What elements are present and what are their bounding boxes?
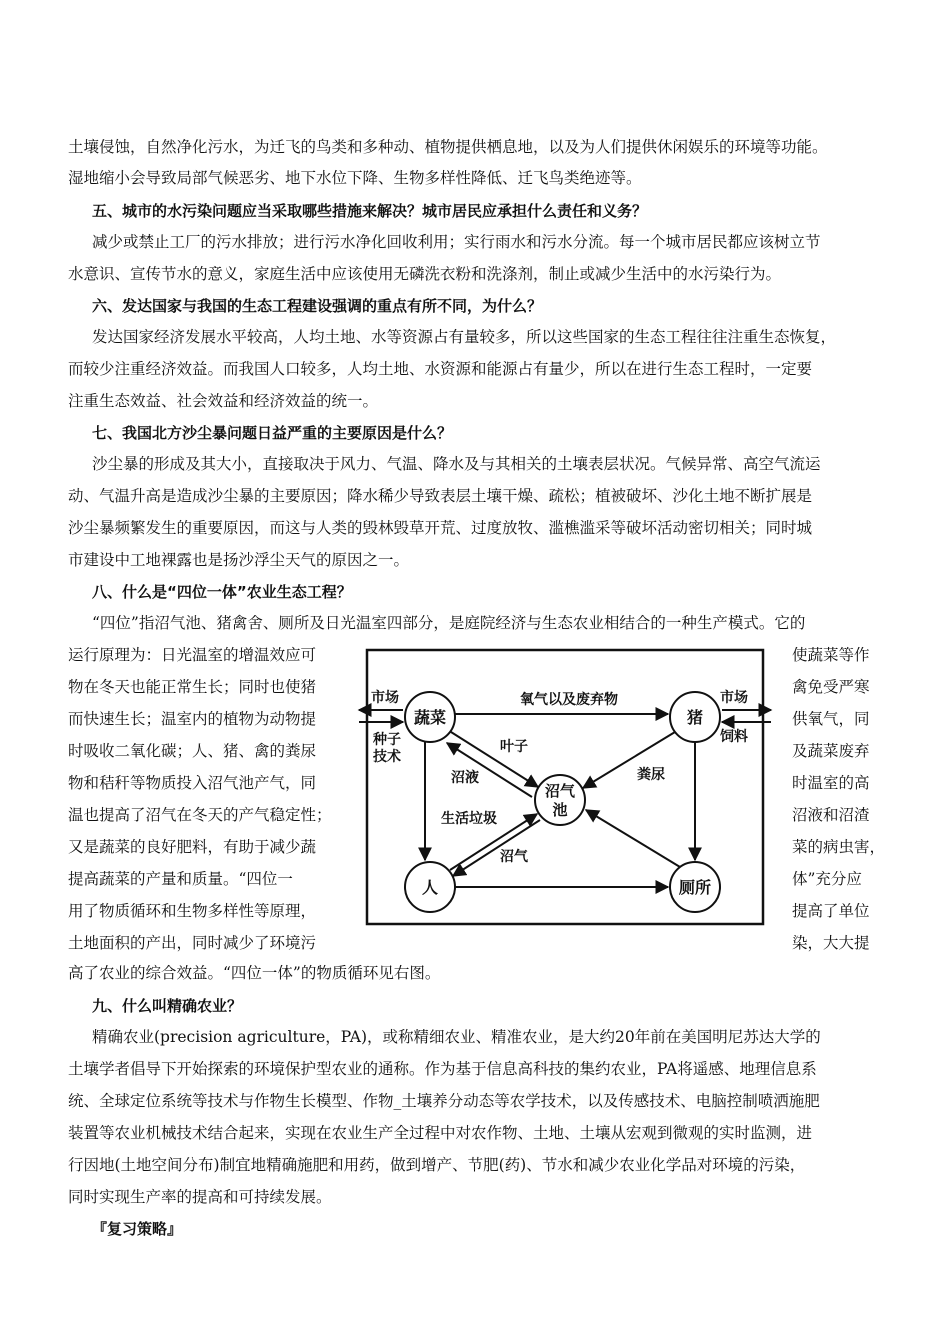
wrap-line-right: 供氧气，同 xyxy=(792,710,870,728)
paragraph-line: 高了农业的综合效益。“四位一体”的物质循环见右图。 xyxy=(68,964,441,982)
paragraph-line: 土壤学者倡导下开始探索的环境保护型农业的通称。作为基于信息高科技的集约农业，PA将遥感、地理信息系 xyxy=(68,1060,817,1078)
wrap-line-right: 及蔬菜废弃 xyxy=(792,742,870,760)
wrap-line-right: 提高了单位 xyxy=(792,902,870,920)
four-in-one-cycle-diagram xyxy=(355,642,775,932)
manure-label: 粪尿 xyxy=(637,767,665,783)
paragraph-line: 湿地缩小会导致局部气候恶劣、地下水位下降、生物多样性降低、迁飞鸟类绝迹等。 xyxy=(68,169,642,187)
paragraph-line: 装置等农业机械技术结合起来，实现在农业生产全过程中对农作物、土地、土壤从宏观到微观的实时监测，进 xyxy=(68,1124,813,1142)
wrap-line-right: 禽免受严寒 xyxy=(792,678,870,696)
toilet-label: 厕所 xyxy=(678,878,712,897)
arrow-toilet-to-biogas xyxy=(586,810,680,867)
question-7-heading: 七、我国北方沙尘暴问题日益严重的主要原因是什么？ xyxy=(92,424,453,442)
wrap-line-left: 温也提高了沼气在冬天的产气稳定性； xyxy=(68,806,332,824)
wrap-line-left: 运行原理为：日光温室的增温效应可 xyxy=(68,646,317,664)
wrap-line-left: 又是蔬菜的良好肥料，有助于减少蔬 xyxy=(68,838,317,856)
wrap-line-left: 物和秸秆等物质投入沼气池产气，同 xyxy=(68,774,317,792)
question-9-heading: 九、什么叫精确农业？ xyxy=(92,997,243,1015)
paragraph-line: 市建设中工地裸露也是扬沙浮尘天气的原因之一。 xyxy=(68,551,410,569)
wrap-line-left: 土地面积的产出，同时减少了环境污 xyxy=(68,934,317,952)
market-right-label: 市场 xyxy=(720,690,748,706)
paragraph-line: 水意识、宣传节水的意义，家庭生活中应该使用无磷洗衣粉和洗涤剂，制止或减少生活中的水污染行为。 xyxy=(68,265,782,283)
question-6-heading: 六、发达国家与我国的生态工程建设强调的重点有所不同，为什么？ xyxy=(92,297,543,315)
wrap-line-left: 用了物质循环和生物多样性等原理， xyxy=(68,902,317,920)
oxygen-label: 氧气以及废弃物 xyxy=(520,692,618,708)
wrap-line-right: 菜的病虫害， xyxy=(792,838,886,856)
wrap-line-right: 体”充分应 xyxy=(792,870,862,888)
paragraph-line: 沙尘暴的形成及其大小，直接取决于风力、气温、降水及与其相关的土壤表层状况。气候异常、高空气流运 xyxy=(92,455,821,473)
wrap-line-right: 使蔬菜等作 xyxy=(792,646,870,664)
paragraph-line: 而较少注重经济效益。而我国人口较多，人均土地、水资源和能源占有量少，所以在进行生态工程时，一定要 xyxy=(68,360,813,378)
question-5-heading: 五、城市的水污染问题应当采取哪些措施来解决？城市居民应承担什么责任和义务？ xyxy=(92,202,648,220)
wrap-line-left: 物在冬天也能正常生长；同时也使猪 xyxy=(68,678,317,696)
vegetable-label: 蔬菜 xyxy=(413,708,447,727)
slurry-label: 沼液 xyxy=(451,770,479,786)
biogas-label-1: 沼气 xyxy=(544,782,576,800)
paragraph-line: 沙尘暴频繁发生的重要原因，而这与人类的毁林毁草开荒、过度放牧、滥樵滥采等破坏活动密切相关；同时城 xyxy=(68,519,813,537)
wrap-line-right: 沼液和沼渣 xyxy=(792,806,870,824)
feed-label: 饲料 xyxy=(720,729,748,745)
pig-label: 猪 xyxy=(686,708,704,727)
wrap-line-left: 时吸收二氧化碳；人、猪、禽的粪尿 xyxy=(68,742,317,760)
wrap-line-left: 而快速生长；温室内的植物为动物提 xyxy=(68,710,317,728)
review-strategy-heading: 『复习策略』 xyxy=(92,1220,183,1238)
person-label: 人 xyxy=(421,878,439,897)
wrap-line-right: 时温室的高 xyxy=(792,774,870,792)
market-left-label: 市场 xyxy=(371,690,399,706)
arrow-biogas-to-person xyxy=(453,820,540,876)
paragraph-line: 统、全球定位系统等技术与作物生长模型、作物_土壤养分动态等农学技术，以及传感技术、电脑控制喷洒施肥 xyxy=(68,1092,820,1110)
paragraph-line: 同时实现生产率的提高和可持续发展。 xyxy=(68,1188,332,1206)
seed-label-2: 技术 xyxy=(373,749,401,765)
paragraph-line: 注重生态效益、社会效益和经济效益的统一。 xyxy=(68,392,379,410)
wrap-line-left: 提高蔬菜的产量和质量。“四位一 xyxy=(68,870,293,888)
paragraph-line: 动、气温升高是造成沙尘暴的主要原因；降水稀少导致表层土壤干燥、疏松；植被破坏、沙化土地不断扩展是 xyxy=(68,487,813,505)
biogas-label-2: 池 xyxy=(552,801,568,819)
paragraph-line: 减少或禁止工厂的污水排放；进行污水净化回收利用；实行雨水和污水分流。每一个城市居民都应该树立节 xyxy=(92,233,821,251)
seed-label-1: 种子 xyxy=(373,732,401,748)
paragraph-line: 精确农业(precision agriculture，PA)，或称精细农业、精准农业，是大约20年前在美国明尼苏达大学的 xyxy=(92,1028,821,1046)
paragraph-line: 发达国家经济发展水平较高，人均土地、水等资源占有量较多，所以这些国家的生态工程往往注重生态恢复， xyxy=(92,328,837,346)
wrap-line-right: 染，大大提 xyxy=(792,934,870,952)
paragraph-line: 土壤侵蚀，自然净化污水，为迁飞的鸟类和多种动、植物提供栖息地，以及为人们提供休闲娱乐的环境等功能。 xyxy=(68,138,828,156)
leaves-label: 叶子 xyxy=(500,739,528,755)
gas-label: 沼气 xyxy=(500,849,528,865)
question-8-heading: 八、什么是“四位一体”农业生态工程？ xyxy=(92,583,352,601)
waste-label: 生活垃圾 xyxy=(441,811,497,827)
paragraph-line: “四位”指沼气池、猪禽舍、厕所及日光温室四部分，是庭院经济与生态农业相结合的一种生产模式。它的 xyxy=(92,614,806,632)
paragraph-line: 行因地(土地空间分布)制宜地精确施肥和用药，做到增产、节肥(药)、节水和减少农业化学品对环境的污染， xyxy=(68,1156,806,1174)
